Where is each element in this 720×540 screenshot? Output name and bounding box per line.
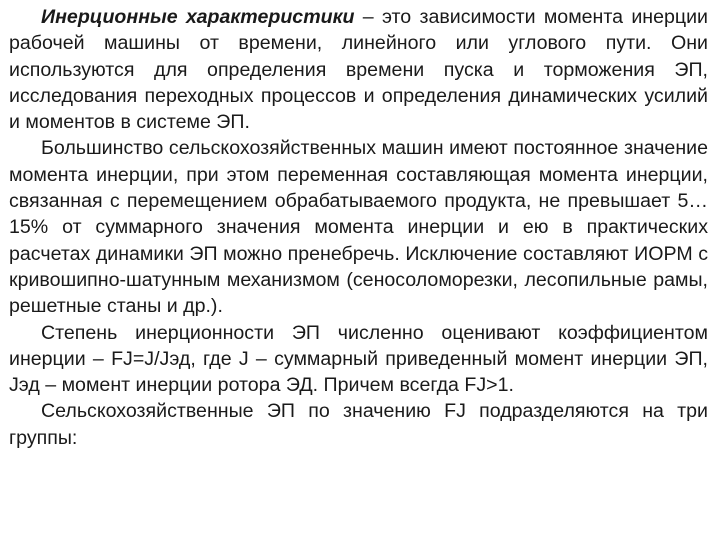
paragraph-text: Степень инерционности ЭП численно оценивают коэффициентом инерции – FJ=J/Jэд, где J – суммарный приведенный момент инерции ЭП, Jэд – момент инерции ротора ЭД. Причем всегда FJ>1. xyxy=(9,321,708,397)
paragraph-text: – это зависимости момента инерции рабочей машины от времени, линейного или углового пути. Они используются для определения времени пуска и торможения ЭП, исследования переходных процессов и определения динамических усилий и моментов в системе ЭП. xyxy=(9,6,708,134)
paragraph-text: Сельскохозяйственные ЭП по значению FJ подразделяются на три группы: xyxy=(9,400,708,449)
paragraph-text: Большинство сельскохозяйственных машин имеют постоянное значение момента инерции, при этом переменная составляющая момента инерции, связанная с перемещением обрабатываемого продукта, не превышает 5…15% от суммарного значения момента инерции и ею в практических расчетах динамики ЭП можно пренебречь. Исключение составляют ИОРМ с кривошипно-шатунным механизмом (сеносоломорезки, лесопильные рамы, решетные станы и др.). xyxy=(9,137,708,318)
paragraph-groups-intro xyxy=(9,398,708,451)
paragraph-inertia-coefficient xyxy=(9,320,708,399)
paragraph-agricultural-machines xyxy=(9,135,708,319)
defined-term: Инерционные характеристики xyxy=(41,6,355,28)
paragraph-inertia-characteristics xyxy=(9,4,708,135)
